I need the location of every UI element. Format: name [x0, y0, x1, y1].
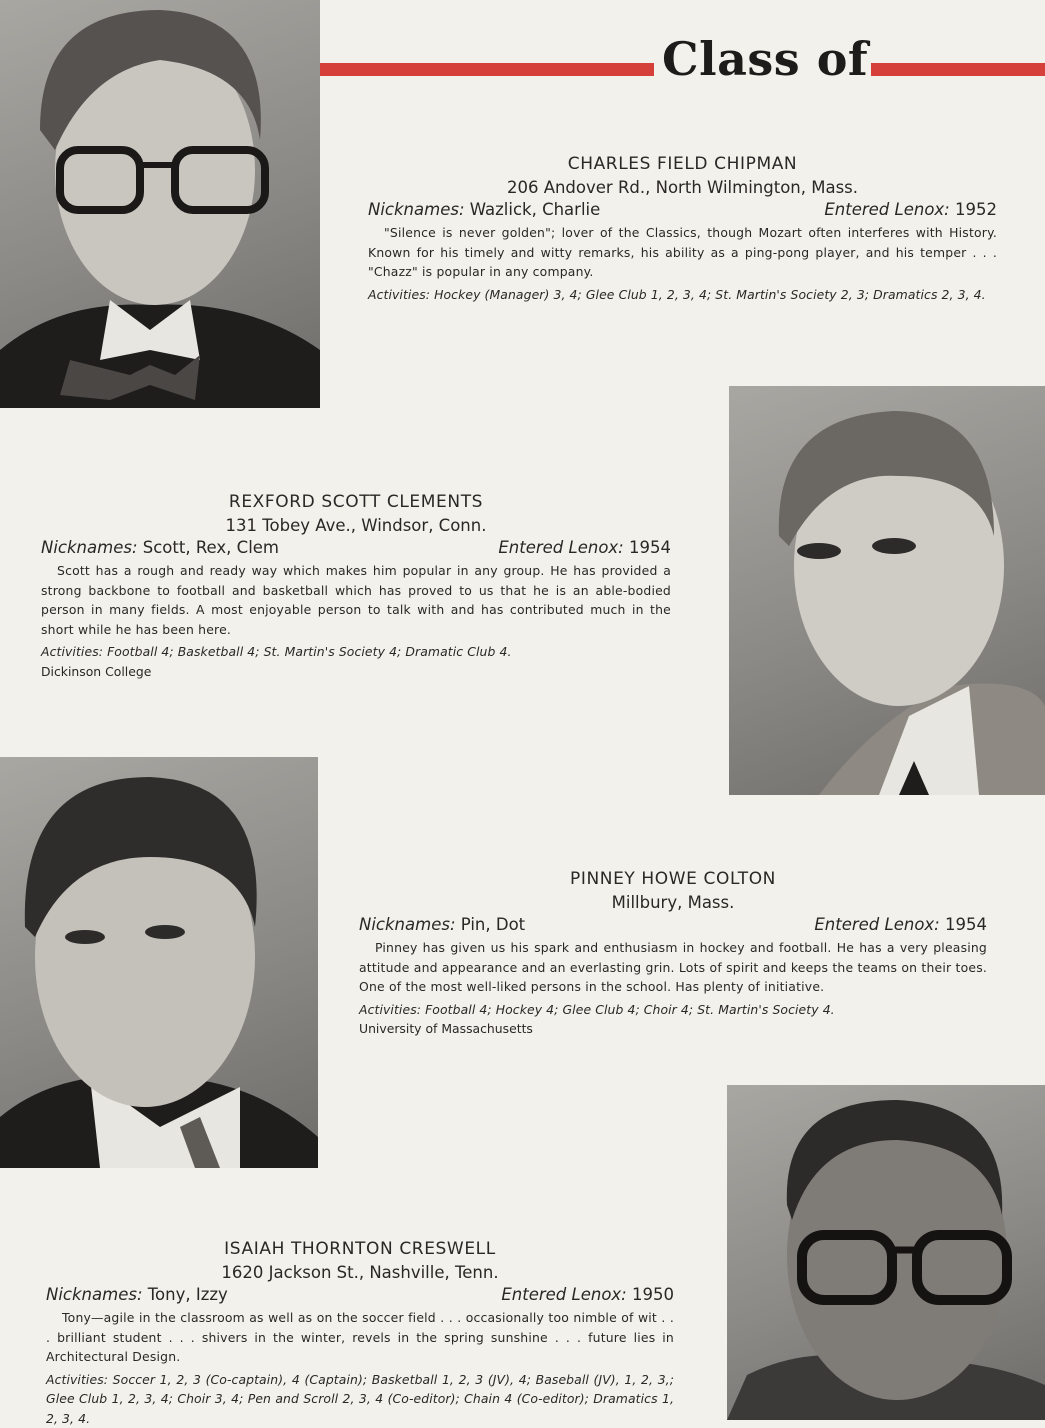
student-address: 206 Andover Rd., North Wilmington, Mass. [368, 176, 997, 199]
activities-label: Activities: [368, 287, 430, 302]
student-activities [41, 642, 671, 662]
student-name: ISAIAH THORNTON CRESWELL [46, 1237, 674, 1261]
student-address: 131 Tobey Ave., Windsor, Conn. [41, 514, 671, 537]
nicknames-label: Nicknames: [46, 1285, 143, 1304]
activities-label: Activities: [359, 1002, 421, 1017]
entered-label: Entered Lenox: [824, 200, 949, 219]
header-rule-left [320, 63, 654, 76]
student-address: 1620 Jackson St., Nashville, Tenn. [46, 1261, 674, 1284]
activities-label: Activities: [46, 1372, 108, 1387]
student-entry-chipman [368, 152, 997, 304]
activities-value: Football 4; Basketball 4; St. Martin's Society 4; Dramatic Club 4. [107, 644, 511, 659]
nickname-row [368, 199, 997, 221]
student-activities [359, 1000, 987, 1020]
student-entry-clements [41, 490, 671, 681]
nicknames-label: Nicknames: [359, 915, 456, 934]
nicknames-value: Scott, Rex, Clem [143, 538, 279, 557]
activities-label: Activities: [41, 644, 103, 659]
activities-value: Football 4; Hockey 4; Glee Club 4; Choir 4; St. Martin's Society 4. [425, 1002, 835, 1017]
student-name: PINNEY HOWE COLTON [359, 867, 987, 891]
nicknames-value: Wazlick, Charlie [470, 200, 601, 219]
portrait-photo-colton [0, 757, 318, 1168]
nickname-row [359, 914, 987, 936]
student-bio: Tony—agile in the classroom as well as on the soccer field . . . occasionally too nimble of wit . . . brilliant student . . . shivers in the winter, revels in the spring sunshine . . . future lies in Architectural Design. [46, 1308, 674, 1367]
nicknames-label: Nicknames: [41, 538, 138, 557]
entered-label: Entered Lenox: [501, 1285, 626, 1304]
student-entry-colton [359, 867, 987, 1039]
nicknames-label: Nicknames: [368, 200, 465, 219]
entered-value: 1950 [632, 1285, 674, 1304]
nickname-row [46, 1284, 674, 1306]
activities-value: Hockey (Manager) 3, 4; Glee Club 1, 2, 3, 4; St. Martin's Society 2, 3; Dramatics 2, 3, 4. [434, 287, 986, 302]
activities-value: Soccer 1, 2, 3 (Co-captain), 4 (Captain); Basketball 1, 2, 3 (JV), 4; Baseball (JV), 1, 2, 3,; Glee Club 1, 2, 3, 4; Choir 3, 4; Pen and Scroll 2, 3, 4 (Co-editor); Chain 4 (Co-editor); Dramatics 1, 2, 3, 4. [46, 1372, 674, 1426]
student-activities [368, 285, 997, 305]
nicknames-value: Tony, Izzy [148, 1285, 228, 1304]
page-title: Class of [662, 36, 868, 82]
entered-label: Entered Lenox: [814, 915, 939, 934]
header-rule-right [871, 63, 1045, 76]
student-college: University of Massachusetts [359, 1019, 987, 1039]
entered-value: 1954 [945, 915, 987, 934]
entered-label: Entered Lenox: [498, 538, 623, 557]
student-bio: Pinney has given us his spark and enthusiasm in hockey and football. He has a very pleasing attitude and appearance and an everlasting grin. Lots of spirit and keeps the teams on their toes. One of the most well-liked persons in the school. Has plenty of initiative. [359, 938, 987, 997]
portrait-photo-chipman [0, 0, 320, 408]
student-name: CHARLES FIELD CHIPMAN [368, 152, 997, 176]
student-activities [46, 1370, 674, 1428]
entered-value: 1954 [629, 538, 671, 557]
student-bio: "Silence is never golden"; lover of the Classics, though Mozart often interferes with History. Known for his timely and witty remarks, his ability as a ping-pong player, and his temper . . . "Chazz" is popular in any company. [368, 223, 997, 282]
entered-value: 1952 [955, 200, 997, 219]
nicknames-value: Pin, Dot [461, 915, 525, 934]
nickname-row [41, 537, 671, 559]
student-bio: Scott has a rough and ready way which makes him popular in any group. He has provided a strong backbone to football and basketball which has proved to us that he is an able-bodied person in many fields. A most enjoyable person to talk with and has contributed much in the short while he has been here. [41, 561, 671, 639]
student-entry-creswell [46, 1237, 674, 1428]
portrait-photo-creswell [727, 1085, 1045, 1420]
student-college: Dickinson College [41, 662, 671, 682]
student-address: Millbury, Mass. [359, 891, 987, 914]
student-name: REXFORD SCOTT CLEMENTS [41, 490, 671, 514]
portrait-photo-clements [729, 386, 1045, 795]
